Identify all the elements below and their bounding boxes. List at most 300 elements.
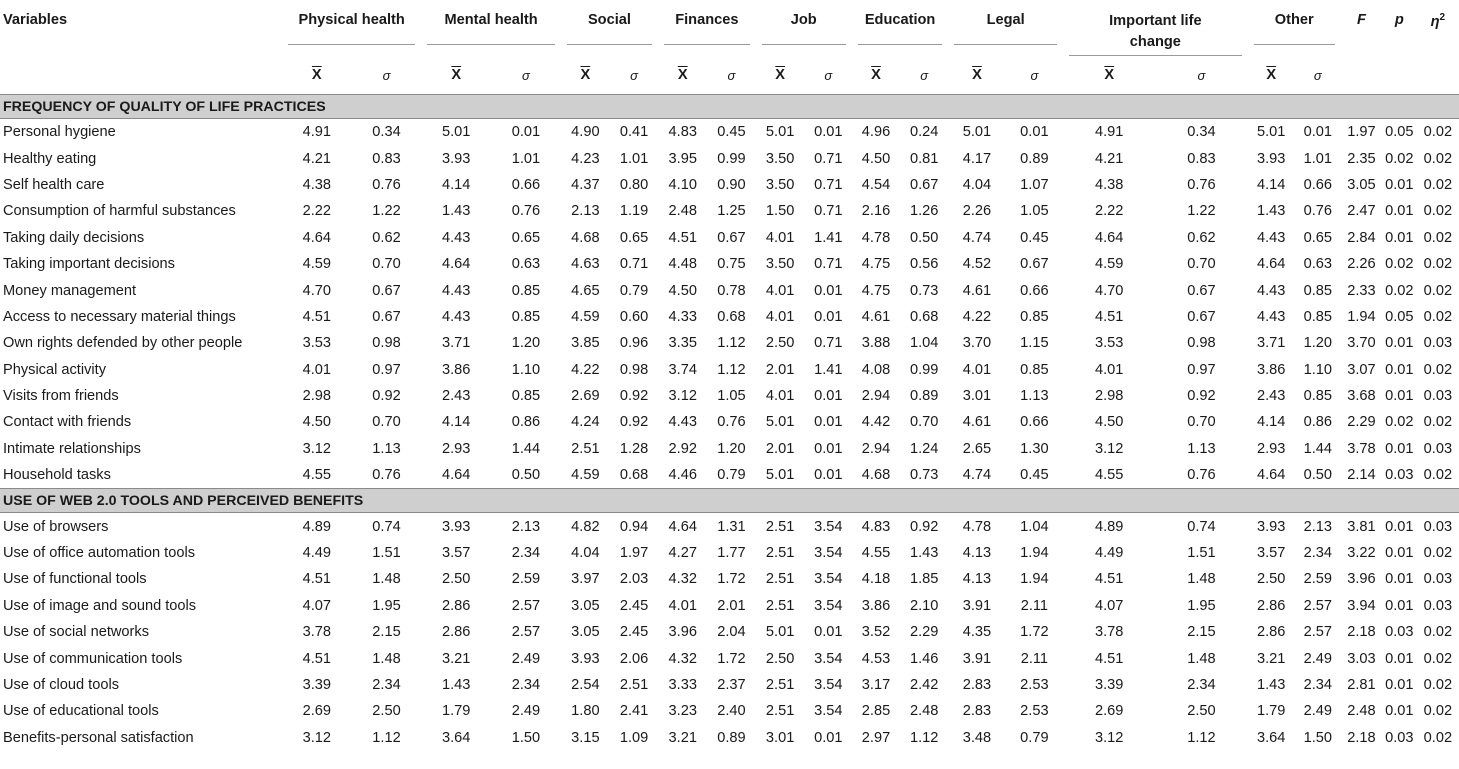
table-cell: 1.22 (1187, 203, 1216, 220)
table-cell: 0.01 (814, 388, 843, 405)
table-cell: 4.68 (861, 467, 891, 484)
table-cell: 0.89 (717, 729, 746, 746)
table-cell: 3.35 (668, 335, 697, 352)
table-cell: 4.64 (1095, 229, 1124, 246)
table-cell: 3.70 (962, 335, 992, 352)
stat-subheader-empty (1382, 56, 1417, 95)
table-cell: 1.12 (717, 335, 746, 352)
table-cell: 3.12 (668, 388, 697, 405)
table-cell: 2.34 (1187, 677, 1216, 693)
table-cell: 3.54 (814, 597, 843, 614)
table-cell: 3.50 (765, 176, 795, 193)
table-cell: 1.01 (511, 150, 541, 167)
table-cell: 0.03 (1423, 518, 1453, 535)
table-cell: 0.02 (1385, 414, 1414, 431)
table-cell: 2.42 (909, 677, 939, 693)
table-cell: 2.49 (1303, 650, 1333, 667)
table-cell: 0.86 (511, 414, 541, 431)
row-label: Physical activity (3, 361, 106, 378)
table-cell: 0.45 (1020, 229, 1049, 246)
group-header: Important life change (1063, 0, 1248, 56)
table-row (0, 119, 1459, 146)
table-cell: 4.48 (668, 256, 697, 273)
table-cell: 0.01 (1385, 335, 1414, 352)
table-cell: 1.72 (717, 571, 746, 588)
table-cell: 3.71 (1256, 335, 1286, 352)
table-cell: 4.37 (571, 176, 600, 193)
table-row (0, 566, 1459, 592)
table-row (0, 540, 1459, 566)
table-cell: 4.50 (668, 282, 697, 299)
table-cell: 0.76 (372, 467, 401, 484)
table-cell: 1.41 (814, 229, 843, 246)
group-header: Education (852, 0, 948, 56)
table-cell: 4.64 (1256, 467, 1286, 484)
table-cell: 0.73 (909, 467, 939, 484)
table-cell: 4.50 (302, 414, 331, 431)
sd-header: σ (491, 56, 561, 95)
row-label: Access to necessary material things (3, 308, 236, 325)
table-cell: 0.02 (1423, 545, 1453, 562)
group-header: Physical health (282, 0, 421, 56)
table-cell: 0.62 (1187, 229, 1216, 246)
table-cell: 0.86 (1303, 414, 1333, 431)
table-cell: 0.01 (814, 440, 843, 457)
table-cell: 2.65 (962, 440, 992, 457)
table-cell: 3.23 (668, 703, 697, 720)
table-cell: 0.67 (717, 229, 746, 246)
table-cell: 3.86 (861, 597, 891, 614)
table-cell: 2.86 (442, 624, 471, 641)
table-cell: 0.85 (511, 282, 541, 299)
sd-header: σ (805, 56, 852, 95)
table-cell: 4.14 (1256, 176, 1286, 193)
table-cell: 4.01 (765, 388, 795, 405)
table-cell: 4.17 (962, 150, 992, 167)
table-cell: 4.70 (302, 282, 331, 299)
table-cell: 3.57 (442, 545, 471, 562)
table-cell: 2.54 (571, 677, 600, 693)
table-cell: 4.01 (765, 282, 795, 299)
table-cell: 3.81 (1347, 518, 1376, 535)
table-cell: 3.53 (1095, 335, 1124, 352)
table-cell: 2.37 (717, 677, 746, 693)
table-cell: 2.16 (861, 203, 891, 220)
section-title: FREQUENCY OF QUALITY OF LIFE PRACTICES (0, 95, 1459, 119)
table-cell: 0.01 (1385, 176, 1414, 193)
table-cell: 2.15 (372, 624, 401, 641)
table-cell: 3.86 (1256, 361, 1286, 378)
table-cell: 0.01 (1385, 677, 1414, 693)
table-cell: 0.85 (1020, 308, 1049, 325)
table-cell: 3.54 (814, 650, 843, 667)
group-header: Finances (658, 0, 755, 56)
row-label: Visits from friends (3, 388, 119, 405)
table-cell: 4.07 (1095, 597, 1124, 614)
table-cell: 4.21 (1095, 150, 1124, 167)
table-cell: 2.34 (511, 545, 541, 562)
table-cell: 0.83 (372, 150, 401, 167)
table-cell: 1.28 (619, 440, 649, 457)
table-cell: 2.14 (1347, 467, 1376, 484)
table-cell: 2.59 (511, 571, 541, 588)
table-cell: 4.51 (1095, 650, 1124, 667)
table-cell: 0.98 (1187, 335, 1216, 352)
table-cell: 0.89 (1020, 150, 1049, 167)
table-cell: 2.45 (619, 597, 649, 614)
table-cell: 4.54 (861, 176, 891, 193)
group-header: Other (1248, 0, 1341, 56)
table-cell: 4.14 (1256, 414, 1286, 431)
table-row (0, 725, 1459, 751)
table-cell: 0.67 (1187, 308, 1216, 325)
table-cell: 0.01 (814, 624, 843, 641)
row-label: Use of image and sound tools (3, 597, 197, 614)
variables-subheader (0, 56, 282, 95)
table-cell: 1.19 (619, 203, 649, 220)
table-cell: 4.64 (1256, 256, 1286, 273)
table-cell: 4.64 (668, 518, 697, 535)
table-cell: 1.30 (1020, 440, 1049, 457)
table-cell: 2.11 (1020, 650, 1049, 667)
table-cell: 2.01 (717, 597, 746, 614)
sd-header: σ (352, 56, 422, 95)
table-cell: 0.76 (1187, 176, 1216, 193)
table-cell: 1.13 (1020, 388, 1049, 405)
table-cell: 5.01 (1256, 124, 1286, 141)
table-cell: 2.51 (765, 703, 795, 720)
stat-subheader-empty (1341, 56, 1382, 95)
table-cell: 2.57 (511, 624, 541, 641)
table-cell: 4.07 (302, 597, 331, 614)
table-cell: 2.22 (1095, 203, 1124, 220)
group-header: Job (756, 0, 852, 56)
table-cell: 2.49 (1303, 703, 1333, 720)
table-cell: 4.59 (571, 308, 600, 325)
table-cell: 4.08 (861, 361, 891, 378)
mean-header: $\overline{X}$ (421, 56, 491, 95)
row-label: Consumption of harmful substances (3, 203, 236, 220)
table-cell: 2.06 (619, 650, 649, 667)
table-cell: 0.01 (1385, 388, 1414, 405)
table-row (0, 672, 1459, 698)
table-cell: 2.51 (765, 518, 795, 535)
table-cell: 1.94 (1347, 308, 1376, 325)
table-cell: 1.12 (717, 361, 746, 378)
table-cell: 3.12 (1095, 440, 1124, 457)
table-cell: 1.26 (909, 203, 939, 220)
group-header: Mental health (421, 0, 560, 56)
table-cell: 2.01 (765, 440, 795, 457)
table-cell: 2.22 (302, 203, 331, 220)
table-row (0, 619, 1459, 645)
table-cell: 4.78 (962, 518, 992, 535)
table-cell: 4.52 (962, 256, 992, 273)
table-cell: 0.01 (1385, 545, 1414, 562)
table-cell: 5.01 (765, 467, 795, 484)
table-cell: 4.50 (861, 150, 891, 167)
table-cell: 0.89 (909, 388, 939, 405)
table-cell: 0.92 (1187, 388, 1216, 405)
table-row (0, 304, 1459, 330)
table-cell: 4.43 (442, 308, 471, 325)
table-cell: 0.63 (511, 256, 541, 273)
table-cell: 4.63 (571, 256, 600, 273)
table-cell: 0.05 (1385, 308, 1414, 325)
table-cell: 1.10 (511, 361, 541, 378)
table-cell: 0.65 (1303, 229, 1333, 246)
table-cell: 0.56 (909, 256, 939, 273)
table-cell: 4.43 (442, 282, 471, 299)
table-cell: 3.85 (571, 335, 600, 352)
table-cell: 3.07 (1347, 361, 1376, 378)
table-cell: 0.71 (814, 203, 843, 220)
table-row (0, 593, 1459, 619)
table-cell: 0.92 (372, 388, 401, 405)
table-cell: 0.50 (909, 229, 939, 246)
table-cell: 2.69 (302, 703, 331, 720)
table-cell: 0.01 (1020, 124, 1049, 141)
table-cell: 4.38 (302, 176, 331, 193)
table-cell: 3.93 (1256, 518, 1286, 535)
table-cell: 0.02 (1385, 150, 1414, 167)
table-cell: 4.43 (1256, 229, 1286, 246)
table-cell: 1.12 (909, 729, 939, 746)
table-cell: 3.52 (861, 624, 891, 641)
table-cell: 3.71 (442, 335, 471, 352)
section-header-row (0, 95, 1459, 119)
table-cell: 1.72 (1020, 624, 1049, 641)
row-label: Use of educational tools (3, 703, 159, 720)
table-cell: 2.34 (511, 677, 541, 693)
table-cell: 0.01 (1385, 650, 1414, 667)
table-cell: 4.78 (861, 229, 891, 246)
table-cell: 0.02 (1423, 467, 1453, 484)
table-cell: 0.92 (909, 518, 939, 535)
table-cell: 4.83 (668, 124, 697, 141)
table-cell: 3.12 (302, 729, 331, 746)
table-cell: 0.34 (1187, 124, 1216, 141)
table-cell: 0.01 (1303, 124, 1333, 141)
table-cell: 3.54 (814, 677, 843, 693)
table-cell: 0.97 (372, 361, 401, 378)
table-cell: 3.50 (765, 256, 795, 273)
table-cell: 1.97 (619, 545, 649, 562)
table-cell: 4.32 (668, 571, 697, 588)
table-cell: 0.02 (1423, 624, 1453, 641)
table-cell: 1.48 (1187, 571, 1216, 588)
table-cell: 0.92 (619, 388, 649, 405)
mean-header: $\overline{X}$ (1063, 56, 1155, 95)
table-cell: 3.15 (571, 729, 600, 746)
table-cell: 4.14 (442, 176, 471, 193)
table-cell: 1.79 (442, 703, 471, 720)
table-cell: 4.04 (571, 545, 600, 562)
table-cell: 3.78 (1095, 624, 1124, 641)
table-row (0, 513, 1459, 540)
table-cell: 2.49 (511, 703, 541, 720)
table-cell: 3.93 (571, 650, 600, 667)
table-cell: 0.97 (1187, 361, 1216, 378)
table-cell: 4.01 (1095, 361, 1124, 378)
table-cell: 0.68 (717, 308, 746, 325)
table-cell: 4.64 (442, 256, 471, 273)
table-cell: 0.01 (1385, 229, 1414, 246)
table-cell: 0.99 (717, 150, 746, 167)
table-cell: 0.02 (1385, 256, 1414, 273)
table-cell: 2.57 (511, 597, 541, 614)
table-cell: 0.76 (1303, 203, 1333, 220)
row-label: Use of communication tools (3, 650, 183, 667)
table-cell: 2.50 (765, 650, 795, 667)
table-cell: 1.01 (619, 150, 649, 167)
table-cell: 5.01 (765, 624, 795, 641)
table-cell: 0.03 (1423, 388, 1453, 405)
table-cell: 4.01 (765, 308, 795, 325)
table-cell: 2.18 (1347, 729, 1376, 746)
table-cell: 2.97 (861, 729, 891, 746)
table-cell: 0.02 (1423, 677, 1453, 693)
table-cell: 2.84 (1347, 229, 1376, 246)
table-cell: 3.50 (765, 150, 795, 167)
table-cell: 2.43 (442, 388, 471, 405)
table-cell: 4.75 (861, 282, 891, 299)
table-cell: 2.92 (668, 440, 697, 457)
table-cell: 0.66 (511, 176, 541, 193)
table-cell: 2.04 (717, 624, 746, 641)
row-label: Use of browsers (3, 518, 109, 535)
table-cell: 0.02 (1385, 282, 1414, 299)
table-cell: 4.35 (962, 624, 992, 641)
table-cell: 0.02 (1423, 650, 1453, 667)
table-cell: 4.42 (861, 414, 891, 431)
table-cell: 0.34 (372, 124, 401, 141)
table-cell: 5.01 (962, 124, 992, 141)
section-header-row (0, 489, 1459, 513)
table-cell: 0.01 (814, 467, 843, 484)
table-cell: 3.64 (442, 729, 471, 746)
table-cell: 0.01 (814, 282, 843, 299)
table-cell: 0.74 (372, 518, 401, 535)
table-cell: 2.81 (1347, 677, 1376, 693)
table-cell: 4.49 (302, 545, 331, 562)
table-cell: 1.44 (1303, 440, 1333, 457)
table-cell: 0.65 (511, 229, 541, 246)
table-cell: 2.13 (1303, 518, 1333, 535)
table-cell: 3.54 (814, 703, 843, 720)
table-cell: 4.53 (861, 650, 891, 667)
table-cell: 4.43 (442, 229, 471, 246)
table-cell: 3.48 (962, 729, 992, 746)
table-cell: 2.40 (717, 703, 746, 720)
table-cell: 3.74 (668, 361, 697, 378)
table-cell: 0.81 (909, 150, 939, 167)
table-row (0, 357, 1459, 383)
table-cell: 4.01 (962, 361, 992, 378)
row-label: Taking important decisions (3, 256, 175, 273)
table-cell: 0.90 (717, 176, 746, 193)
table-cell: 4.49 (1095, 545, 1124, 562)
table-cell: 3.12 (1095, 729, 1124, 746)
table-cell: 2.45 (619, 624, 649, 641)
table-cell: 1.09 (619, 729, 649, 746)
table-cell: 3.96 (668, 624, 697, 641)
table-cell: 1.79 (1256, 703, 1286, 720)
table-cell: 3.54 (814, 571, 843, 588)
table-cell: 0.67 (1187, 282, 1216, 299)
table-cell: 4.64 (302, 229, 331, 246)
row-label: Taking daily decisions (3, 229, 145, 246)
table-cell: 2.69 (1095, 703, 1124, 720)
table-cell: 0.03 (1423, 335, 1453, 352)
table-row (0, 251, 1459, 277)
table-cell: 0.76 (511, 203, 541, 220)
table-cell: 0.99 (909, 361, 939, 378)
table-cell: 3.91 (962, 650, 992, 667)
table-cell: 0.85 (511, 308, 541, 325)
table-cell: 4.89 (302, 518, 331, 535)
table-cell: 0.02 (1423, 703, 1453, 720)
table-cell: 3.95 (668, 150, 697, 167)
table-cell: 0.41 (619, 124, 649, 141)
table-cell: 0.85 (1303, 388, 1333, 405)
table-cell: 3.93 (442, 518, 471, 535)
table-cell: 4.51 (302, 308, 331, 325)
table-cell: 1.77 (717, 545, 746, 562)
table-cell: 4.22 (962, 308, 992, 325)
table-cell: 4.55 (302, 467, 331, 484)
table-cell: 0.02 (1423, 282, 1453, 299)
table-cell: 0.98 (619, 361, 649, 378)
table-cell: 0.70 (372, 256, 401, 273)
table-cell: 2.48 (668, 203, 697, 220)
table-cell: 3.03 (1347, 650, 1376, 667)
table-cell: 4.50 (1095, 414, 1124, 431)
sd-header: σ (1295, 56, 1341, 95)
row-label: Benefits-personal satisfaction (3, 729, 194, 746)
table-cell: 4.04 (962, 176, 992, 193)
table-cell: 0.67 (372, 282, 401, 299)
table-cell: 1.15 (1020, 335, 1049, 352)
table-cell: 1.04 (1020, 518, 1049, 535)
p-header: p (1394, 12, 1404, 28)
table-cell: 1.43 (1256, 677, 1286, 693)
table-cell: 1.43 (1256, 203, 1286, 220)
table-row (0, 172, 1459, 198)
table-cell: 4.65 (571, 282, 600, 299)
table-cell: 1.10 (1303, 361, 1333, 378)
table-cell: 4.61 (962, 282, 992, 299)
table-cell: 0.85 (1020, 361, 1049, 378)
table-cell: 0.79 (1020, 729, 1049, 746)
table-cell: 0.70 (1187, 256, 1216, 273)
table-cell: 3.39 (302, 677, 331, 693)
table-cell: 3.91 (962, 597, 992, 614)
table-cell: 1.50 (1303, 729, 1333, 746)
table-cell: 1.50 (765, 203, 795, 220)
table-cell: 3.12 (302, 440, 331, 457)
table-cell: 5.01 (442, 124, 471, 141)
table-cell: 3.05 (571, 597, 600, 614)
table-cell: 2.26 (962, 203, 992, 220)
table-cell: 2.57 (1303, 624, 1333, 641)
table-cell: 1.01 (1303, 150, 1333, 167)
table-cell: 1.20 (717, 440, 746, 457)
table-cell: 4.24 (571, 414, 600, 431)
mean-header: $\overline{X}$ (852, 56, 900, 95)
table-cell: 0.85 (1303, 308, 1333, 325)
mean-header: $\overline{X}$ (948, 56, 1005, 95)
